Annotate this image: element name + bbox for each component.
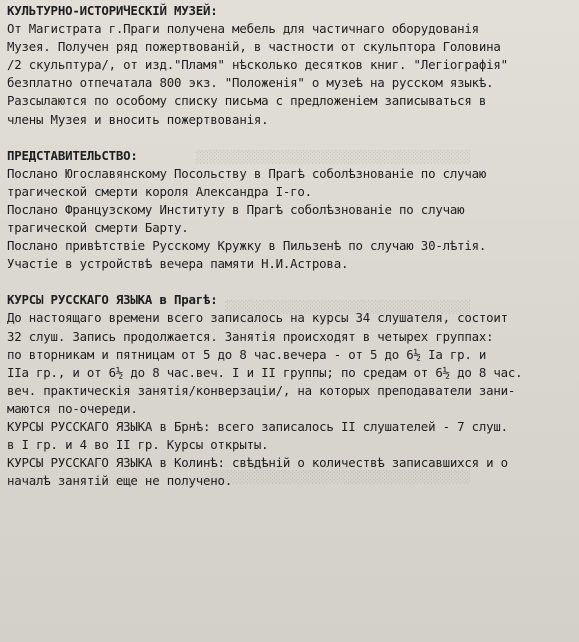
- text-line: безплатно отпечатала 800 экз. "Положенія" о музеѣ на русском языкѣ.: [7, 75, 494, 91]
- text-line: Участіе в устройствѣ вечера памяти Н.И.Астрова.: [7, 256, 349, 272]
- blank-line: [7, 273, 575, 291]
- text-line: началѣ занятій еще не получено.: [7, 473, 233, 489]
- section-heading-museum: КУЛЬТУРНО-ИСТОРИЧЕСКІЙ МУЗЕЙ:: [7, 3, 218, 18]
- text-line: маются по-очереди.: [7, 400, 138, 416]
- text-line: веч. практическія занятія/конверзаціи/, на которых преподаватели зани-: [7, 382, 516, 398]
- show-through-texture: ░░░░░░░░░░░░░░░░░░░░░░░░░░░░░░░░░░░░░░: [195, 150, 470, 164]
- text-line: Послано Югославянскому Посольству в Прагѣ соболѣзнованіе по случаю: [7, 165, 487, 181]
- typed-text-body: [7, 2, 575, 490]
- text-line-courses-kolin: КУРСЫ РУССКАГО ЯЗЫКА в Колинѣ: свѣдѣній о количествѣ записавшихся и о: [7, 455, 508, 471]
- text-line: члены Музея и вносить пожертвованія.: [7, 111, 269, 127]
- text-line: в І гр. и 4 во ІІ гр. Курсы открыты.: [7, 437, 269, 453]
- text-line: Разсылаются по особому списку письма с предложеніем записываться в: [7, 93, 487, 109]
- text-line-courses-brno: КУРСЫ РУССКАГО ЯЗЫКА в Брнѣ: всего записалось ІІ слушателей - 7 слуш.: [7, 418, 508, 434]
- section-heading-courses-prague: КУРСЫ РУССКАГО ЯЗЫКА в Прагѣ:: [7, 292, 218, 308]
- text-line: ІІа гр., и от 6½ до 8 час.веч. І и ІІ группы; по средам от 6½ до 8 час.: [7, 364, 523, 380]
- text-line: 32 слуш. Запись продолжается. Занятія происходят в четырех группах:: [7, 328, 494, 344]
- show-through-texture: ░░░░░░░░░░░░░░░░░░░░░░░░░░░░░░░░░░: [224, 300, 470, 314]
- blank-line: [7, 129, 575, 147]
- text-line: трагической смерти Барту.: [7, 220, 189, 236]
- text-line: трагической смерти короля Александра І-го.: [7, 183, 312, 199]
- text-line: Послано привѣтствіе Русскому Кружку в Пильзенѣ по случаю 30-лѣтія.: [7, 238, 487, 254]
- text-line: /2 скульптура/, от изд."Пламя" нѣсколько десятков книг. "Легіографія": [7, 57, 508, 73]
- section-heading-representation: ПРЕДСТАВИТЕЛЬСТВО:: [7, 147, 138, 163]
- text-line: От Магистрата г.Праги получена мебель для частичнаго оборудованія: [7, 21, 479, 37]
- text-line: До настоящаго времени всего записалось на курсы 34 слушателя, состоит: [7, 310, 508, 326]
- text-line: по вторникам и пятницам от 5 до 8 час.вечера - от 5 до 6½ Іа гр. и: [7, 346, 487, 362]
- show-through-texture: ░░░░░░░░░░░░░░░░░░░░░░░░░░░░░░░░░░░░: [209, 470, 470, 484]
- text-line: Послано Французскому Институту в Прагѣ соболѣзнованіе по случаю: [7, 201, 465, 217]
- text-line: Музея. Получен ряд пожертвованій, в частности от скульптора Головина: [7, 39, 501, 55]
